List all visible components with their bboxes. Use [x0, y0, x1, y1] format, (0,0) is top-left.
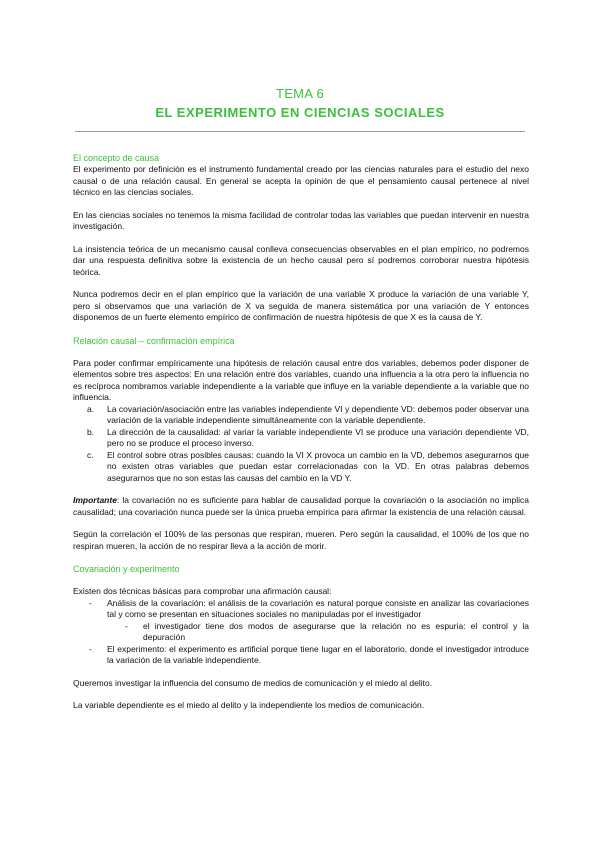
paragraph: La insistencia teórica de un mecanismo causal conlleva consecuencias observables en el plan empírico, no podremos dar una respuesta definitiva sobre la existencia de un hecho causal pero sí podremos corroborar nuestra hipótesis teórica. — [73, 243, 529, 277]
list-item-text: La covariación/asociación entre las variables independiente VI y dependiente VD: debemos poder observar una variación de la variable independiente simultáneamente con la variable dependiente. — [107, 403, 529, 425]
document-header — [0, 86, 600, 121]
list-item-text: El control sobre otras posibles causas: cuando la VI X provoca un cambio en la VD, debemos asegurarnos que no existen otras variables que puedan estar correlacionadas con la VD. En otras palabras debemos asegurarnos que no son estas las causas del cambio en la VD Y. — [107, 449, 529, 483]
paragraph: El experimento por definición es el instrumento fundamental creado por las ciencias naturales para el estudio del nexo causal o de una relación causal. En general se acepta la opinión de que el pensamiento causal pertenece al nivel técnico en las ciencias sociales. — [73, 164, 529, 197]
list-marker: c. — [87, 449, 94, 460]
important-note — [73, 495, 529, 518]
list-item-text: Análisis de la covariación: el análisis de la covariación es natural porque consiste en analizar las covariaciones tal y como se presentan en situaciones sociales no manipuladas por el investigador — [107, 597, 529, 619]
list-marker: - — [89, 643, 92, 654]
list-marker: - — [125, 620, 128, 631]
chapter-number: TEMA 6 — [275, 86, 325, 101]
list-item-text: El experimento: el experimento es artificial porque tiene lugar en el laboratorio, donde el investigador introduce la variación de la variable independiente. — [107, 643, 529, 665]
list-item — [73, 598, 529, 644]
techniques-list — [73, 598, 529, 667]
list-item-text: el investigador tiene dos modos de asegurarse que la relación no es espuria: el control y la depuración — [143, 620, 529, 642]
list-item — [73, 450, 529, 485]
sub-list-item — [107, 621, 529, 644]
sub-list — [107, 621, 529, 644]
list-item-text: La dirección de la causalidad: al variar la variable independiente VI se produce una variación dependiente VD, pero no se produce el proceso inverso. — [107, 426, 529, 448]
section-heading-covariacion: Covariación y experimento — [73, 564, 180, 574]
important-text: : la covariación no es suficiente para hablar de causalidad porque la covariación o la asociación no implica causalidad; una covariación nunca puede ser la única prueba empírica para afirmar la existencia de una relación causal. — [73, 495, 529, 517]
paragraph: Para poder confirmar empíricamente una hipótesis de relación causal entre dos variables, debemos poder disponer de elementos sobre tres aspectos: En una relación entre dos variables, cuando una influencia a la otra pero la influencia no es recíproca nombramos variable independiente a la variable que influye en la variable dependiente a la variable que no influencia. — [73, 357, 529, 402]
list-marker: - — [89, 597, 92, 608]
paragraph: Nunca podremos decir en el plan empírico que la variación de una variable X produce la variación de una variable Y, pero si observamos que una variación de X va seguida de manera sistemática por una variación de Y entonces disponemos de un fuerte elemento empírico de confirmación de nuestra hipótesis de que X es la causa de Y. — [73, 289, 529, 322]
list-marker: b. — [87, 426, 95, 437]
paragraph: La variable dependiente es el miedo al delito y la independiente los medios de comunicación. — [73, 700, 425, 710]
paragraph: Según la correlación el 100% de las personas que respiran, mueren. Pero según la causalidad, el 100% de los que no respiran mueren, la acción de no respirar lleva a la acción de morir. — [73, 529, 529, 551]
document-body — [73, 152, 529, 712]
aspects-list — [73, 404, 529, 485]
list-item — [73, 404, 529, 427]
section-heading-relacion-causal: Relación causal – confirmación empírica — [73, 335, 235, 346]
chapter-title: EL EXPERIMENTO EN CIENCIAS SOCIALES — [155, 105, 445, 120]
list-item — [73, 427, 529, 450]
header-divider — [75, 131, 525, 132]
paragraph: Queremos investigar la influencia del consumo de medios de comunicación y el miedo al delito. — [73, 677, 433, 688]
important-label: Importante — [73, 495, 117, 505]
list-marker: a. — [87, 403, 95, 414]
paragraph: Existen dos técnicas básicas para comprobar una afirmación causal: — [73, 586, 332, 596]
section-heading-concepto: El concepto de causa — [73, 153, 160, 163]
paragraph: En las ciencias sociales no tenemos la misma facilidad de controlar todas las variables que puedan intervenir en nuestra investigación. — [73, 209, 529, 231]
list-item — [73, 644, 529, 667]
